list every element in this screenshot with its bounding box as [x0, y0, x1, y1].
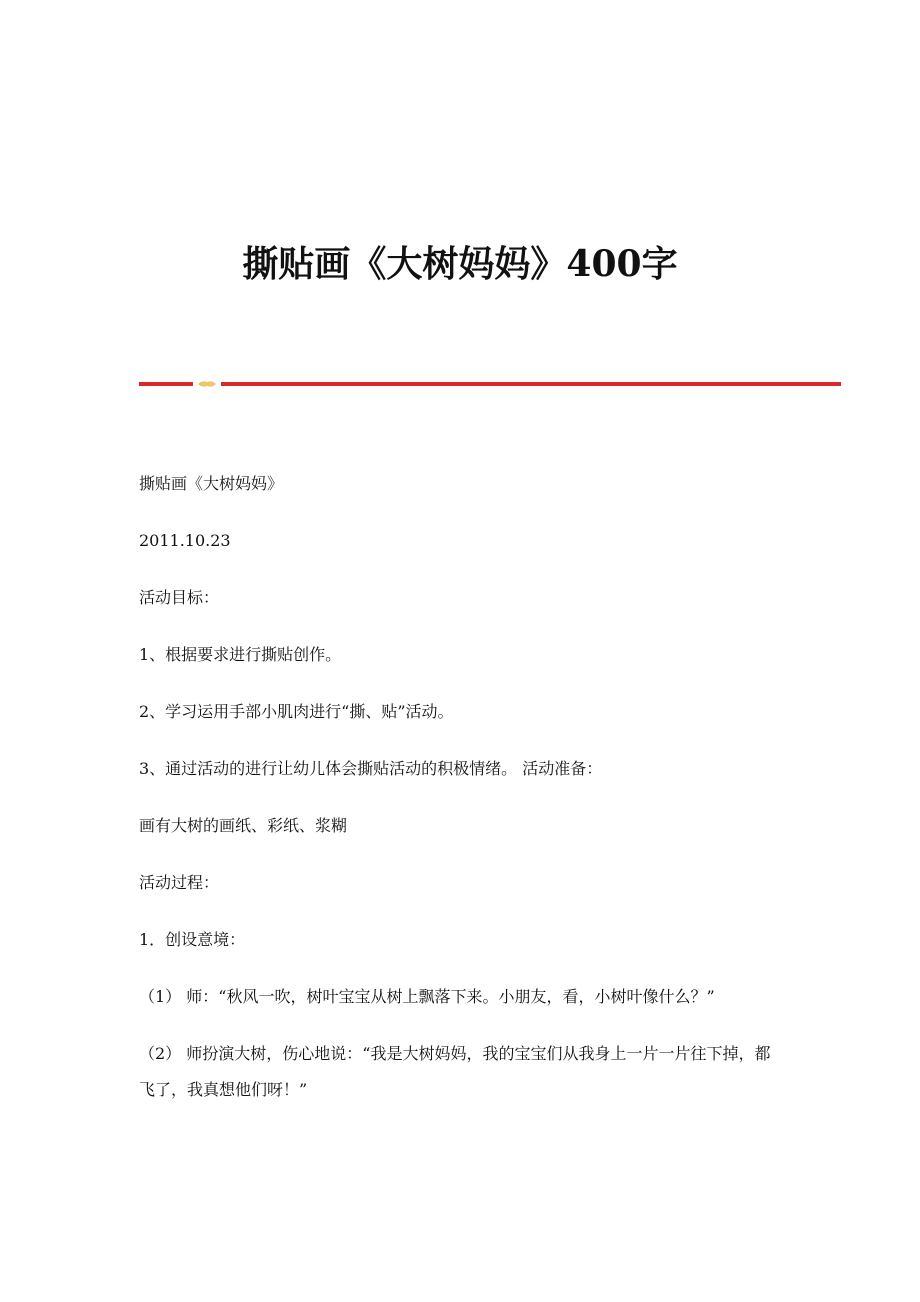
ornament-shape	[198, 381, 216, 386]
title-divider	[139, 380, 841, 388]
paragraph-process-heading: 活动过程：	[139, 873, 220, 892]
divider-ornament-icon	[197, 380, 217, 388]
paragraph-step-1-2: （2） 师扮演大树，伤心地说：“我是大树妈妈，我的宝宝们从我身上一片一片往下掉，都飞了，我真想他们呀！”	[139, 1044, 771, 1099]
paragraph-materials: 画有大树的画纸、彩纸、浆糊	[139, 816, 348, 835]
divider-right-segment	[221, 382, 841, 386]
paragraph-date: 2011.10.23	[139, 531, 231, 550]
paragraph-step-1-1: （1） 师：“秋风一吹，树叶宝宝从树上飘落下来。小朋友，看，小树叶像什么？”	[139, 987, 715, 1006]
paragraph-subtitle: 撕贴画《大树妈妈》	[139, 474, 284, 493]
paragraph-goals-heading: 活动目标：	[139, 588, 220, 607]
divider-left-segment	[139, 382, 193, 386]
paragraph-step-1: 1．创设意境：	[139, 930, 246, 949]
paragraph-goal-1: 1、根据要求进行撕贴创作。	[139, 645, 342, 664]
document-body	[139, 466, 779, 1129]
paragraph-goal-3: 3、通过活动的进行让幼儿体会撕贴活动的积极情绪。 活动准备：	[139, 759, 603, 778]
document-title: 撕贴画《大树妈妈》400字	[242, 243, 678, 286]
paragraph-goal-2: 2、学习运用手部小肌肉进行“撕、贴”活动。	[139, 702, 454, 721]
